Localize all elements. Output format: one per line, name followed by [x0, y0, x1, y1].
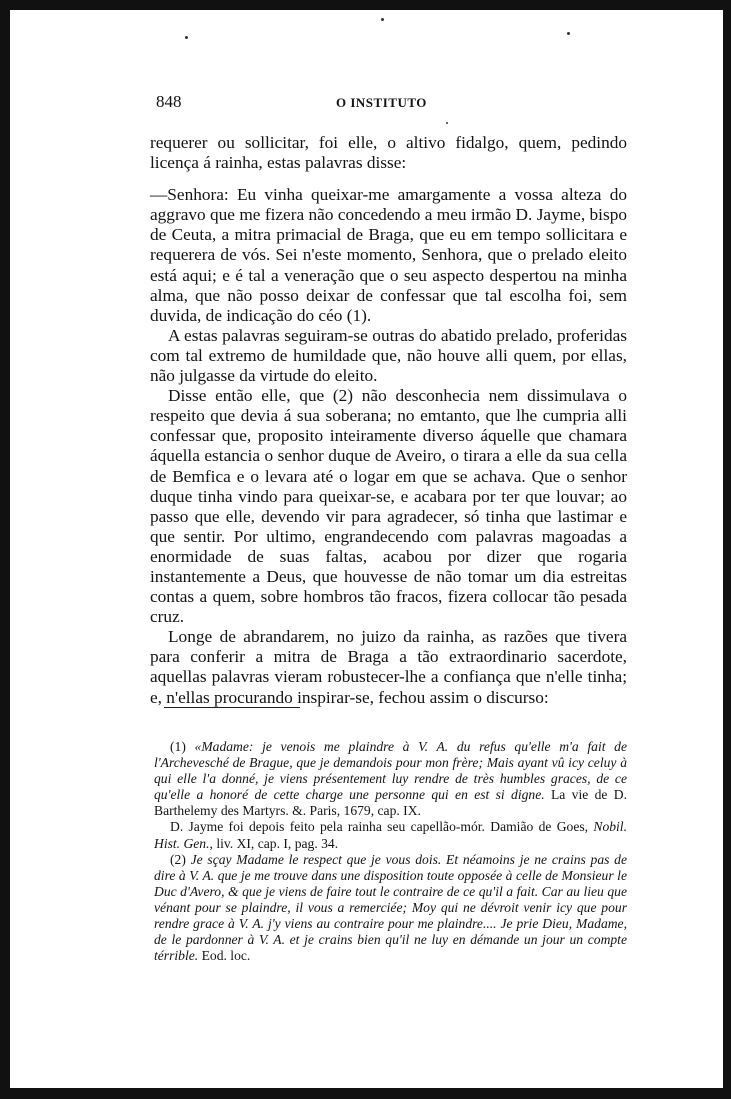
footnote-quote: Je sçay Madame le respect que je vous dois. Et néamoins je ne crains pas de dire à V. A. que je me trouve dans une disposition toute opposée à celle de Monsieur le Duc d'Avero, & que je viens de faire tout le contraire de ce qu'il a fait. Car au lieu que vénant pour se plaindre, il vous a remerciée; Moy qui ne dévroit venir icy que pour rendre grace à V. A. j'y viens au contraire pour me plaindre.... Je prie Dieu, Madame, de le pardonner à V. A. et je crains bien qu'il ne luy en démande un jour un compte térrible. [154, 851, 627, 964]
footnote-quote: «Madame: je venois me plaindre à V. A. du refus qu'elle m'a fait de l'Archevesché de Brague, que je demandois pour mon frère; Mais ayant vû icy celuy à qui elle l'a donné, je viens présentement luy rendre de très humbles graces, de ce qu'elle a honoré de cette charge une personne qui en est si digne. [154, 739, 627, 803]
scan-speck [185, 36, 188, 39]
footnote-marker: (2) [170, 851, 186, 867]
page-number: 848 [156, 92, 182, 111]
footnote-text: , liv. XI, cap. I, pag. 34. [209, 835, 339, 851]
footnote-divider [164, 707, 300, 708]
main-text [150, 133, 627, 708]
footnote-citation: La vie de D. Barthelemy des Martyrs. &. Paris, 1679, cap. IX. [154, 787, 628, 819]
paragraph: —Senhora: Eu vinha queixar-me amargamente a vossa alteza do aggravo que me fizera não concedendo a meu irmão D. Jayme, bispo de Ceuta, a mitra primacial de Braga, que eu em tempo sollicitara e requerera de vós. Sei n'este momento, Senhora, que o prelado eleito está aqui; e é tal a veneração que o seu aspecto despertou na minha alma, que não posso deixar de confessar que tal escolha foi, sem duvida, de indicação do céo (1). [150, 185, 627, 325]
footnote-1-continuation [154, 819, 627, 851]
running-title: O INSTITUTO [336, 95, 427, 110]
page-header [156, 92, 626, 112]
scan-speck [381, 18, 384, 21]
footnote-work-title: Nobil. Hist. Gen. [154, 819, 627, 851]
paragraph: Disse então elle, que (2) não desconhecia nem dissimulava o respeito que devia á sua soberana; no emtanto, que lhe cumpria alli confessar que, proposito inteiramente diverso áquelle que chamara áquella estancia o senhor duque de Aveiro, o tirara a elle da sua cella de Bemfica e o levara até o logar em que se achava. Que o senhor duque tinha vindo para queixar-se, e acabara por ter que louvar; ao passo que elle, devendo vir para agradecer, só tinha que lastimar e que sentir. Por ultimo, engrandecendo com palavras magoadas a enormidade de suas faltas, acabou por dizer que rogaria instantemente a Deus, que houvesse de não tomar um dia estreitas contas a quem, sobre hombros tão fracos, fizera collocar tão pesada cruz. [150, 386, 627, 627]
paragraph: A estas palavras seguiram-se outras do abatido prelado, proferidas com tal extremo de humildade que, não houve alli quem, por ellas, não julgasse da virtude do eleito. [150, 325, 627, 386]
footnote-1 [154, 739, 627, 819]
paragraph: Longe de abrandarem, no juizo da rainha, as razões que tivera para conferir a mitra de Braga a tão extraordinario sacerdote, aquellas palavras vieram robustecer-lhe a confiança que n'elle tinha; e, n'ellas procurando inspirar-se, fechou assim o discurso: [150, 627, 627, 707]
footnotes [154, 739, 627, 964]
footnote-citation: Eod. loc. [201, 948, 251, 964]
footnote-2 [154, 852, 627, 965]
footnote-text: D. Jayme foi depois feito pela rainha seu capellão-mór. Damião de Goes, [170, 819, 589, 835]
scan-speck [567, 32, 570, 35]
paragraph: requerer ou sollicitar, foi elle, o altivo fidalgo, quem, pedindo licença á rainha, estas palavras disse: [150, 133, 627, 173]
footnote-marker: (1) [170, 739, 186, 754]
scan-speck [446, 122, 448, 124]
